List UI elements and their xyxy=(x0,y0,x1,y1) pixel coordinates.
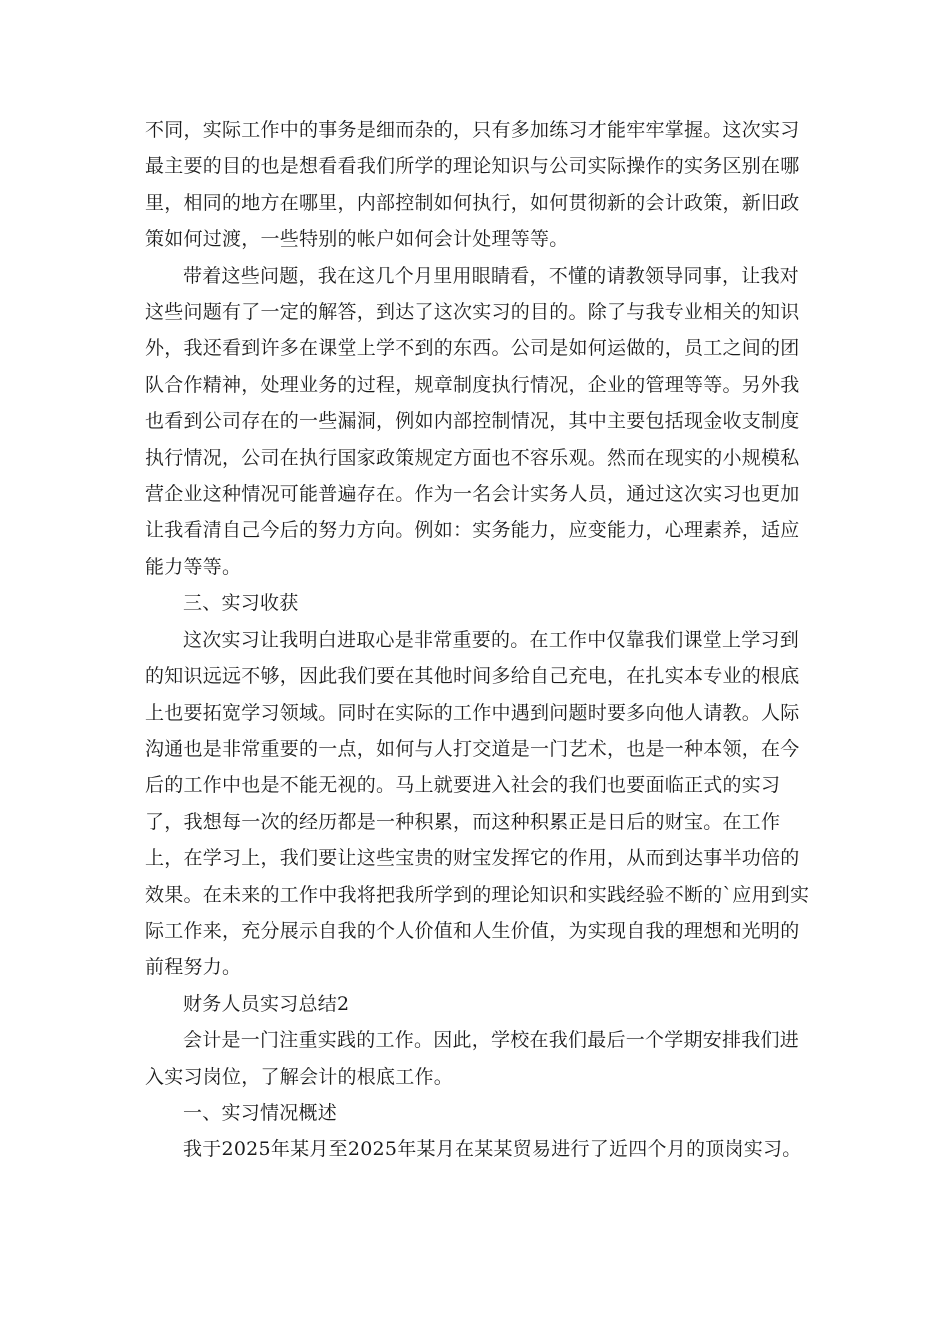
text-line: 队合作精神，处理业务的过程，规章制度执行情况，企业的管理等等。另外我 xyxy=(145,373,800,396)
section-heading-gains xyxy=(145,585,805,621)
section-title-summary-2 xyxy=(145,986,805,1022)
text-line: 上也要拓宽学习领域。同时在实际的工作中遇到问题时要多向他人请教。人际 xyxy=(145,701,800,724)
text-line: 里，相同的地方在哪里，内部控制如何执行，如何贯彻新的会计政策，新旧政 xyxy=(145,191,800,214)
text-line: 策如何过渡，一些特别的帐户如何会计处理等等。 xyxy=(145,228,569,251)
paragraph-overview xyxy=(145,1131,805,1167)
document-page xyxy=(145,112,810,1168)
text-line: 会计是一门注重实践的工作。因此，学校在我们最后一个学期安排我们进 xyxy=(183,1029,800,1052)
paragraph-gains xyxy=(145,622,810,986)
paragraph-observations xyxy=(145,258,805,586)
text-line: 也看到公司存在的一些漏洞，例如内部控制情况，其中主要包括现金收支制度 xyxy=(145,410,800,433)
text-line: 营企业这种情况可能普遍存在。作为一名会计实务人员，通过这次实习也更加 xyxy=(145,483,800,506)
heading-line: 财务人员实习总结2 xyxy=(183,992,350,1015)
paragraph-intro xyxy=(145,1022,805,1095)
text-line: 我于2025年某月至2025年某月在某某贸易进行了近四个月的顶岗实习。 xyxy=(183,1138,802,1161)
text-line: 执行情况，公司在执行国家政策规定方面也不容乐观。然而在现实的小规模私 xyxy=(145,446,800,469)
text-line: 这次实习让我明白进取心是非常重要的。在工作中仅靠我们课堂上学习到 xyxy=(183,628,800,651)
heading-line: 一、实习情况概述 xyxy=(183,1101,338,1124)
text-line: 沟通也是非常重要的一点，如何与人打交道是一门艺术，也是一种本领，在今 xyxy=(145,737,800,760)
text-line: 的知识远远不够，因此我们要在其他时间多给自己充电，在扎实本专业的根底 xyxy=(145,665,800,688)
section-heading-overview xyxy=(145,1095,805,1131)
text-line: 际工作来，充分展示自我的个人价值和人生价值，为实现自我的理想和光明的 xyxy=(145,919,800,942)
text-line: 后的工作中也是不能无视的。马上就要进入社会的我们也要面临正式的实习 xyxy=(145,774,781,797)
paragraph-internship-purpose xyxy=(145,112,805,258)
heading-line: 三、实习收获 xyxy=(183,592,299,615)
text-line: 让我看清自己今后的努力方向。例如：实务能力，应变能力，心理素养，适应 xyxy=(145,519,800,542)
text-line: 能力等等。 xyxy=(145,555,242,578)
text-line: 了，我想每一次的经历都是一种积累，而这种积累正是日后的财宝。在工作 xyxy=(145,810,781,833)
text-line: 上，在学习上，我们要让这些宝贵的财宝发挥它的作用，从而到达事半功倍的 xyxy=(145,847,800,870)
text-line: 最主要的目的也是想看看我们所学的理论知识与公司实际操作的实务区别在哪 xyxy=(145,155,800,178)
text-line: 入实习岗位，了解会计的根底工作。 xyxy=(145,1065,454,1088)
text-line: 这些问题有了一定的解答，到达了这次实习的目的。除了与我专业相关的知识 xyxy=(145,301,800,324)
text-line: 前程努力。 xyxy=(145,956,242,979)
text-line: 外，我还看到许多在课堂上学不到的东西。公司是如何运做的，员工之间的团 xyxy=(145,337,800,360)
text-line: 效果。在未来的工作中我将把我所学到的理论知识和实践经验不断的`应用到实 xyxy=(145,883,810,906)
text-line: 不同，实际工作中的事务是细而杂的，只有多加练习才能牢牢掌握。这次实习 xyxy=(145,119,800,141)
text-line: 带着这些问题，我在这几个月里用眼睛看，不懂的请教领导同事，让我对 xyxy=(183,264,800,287)
